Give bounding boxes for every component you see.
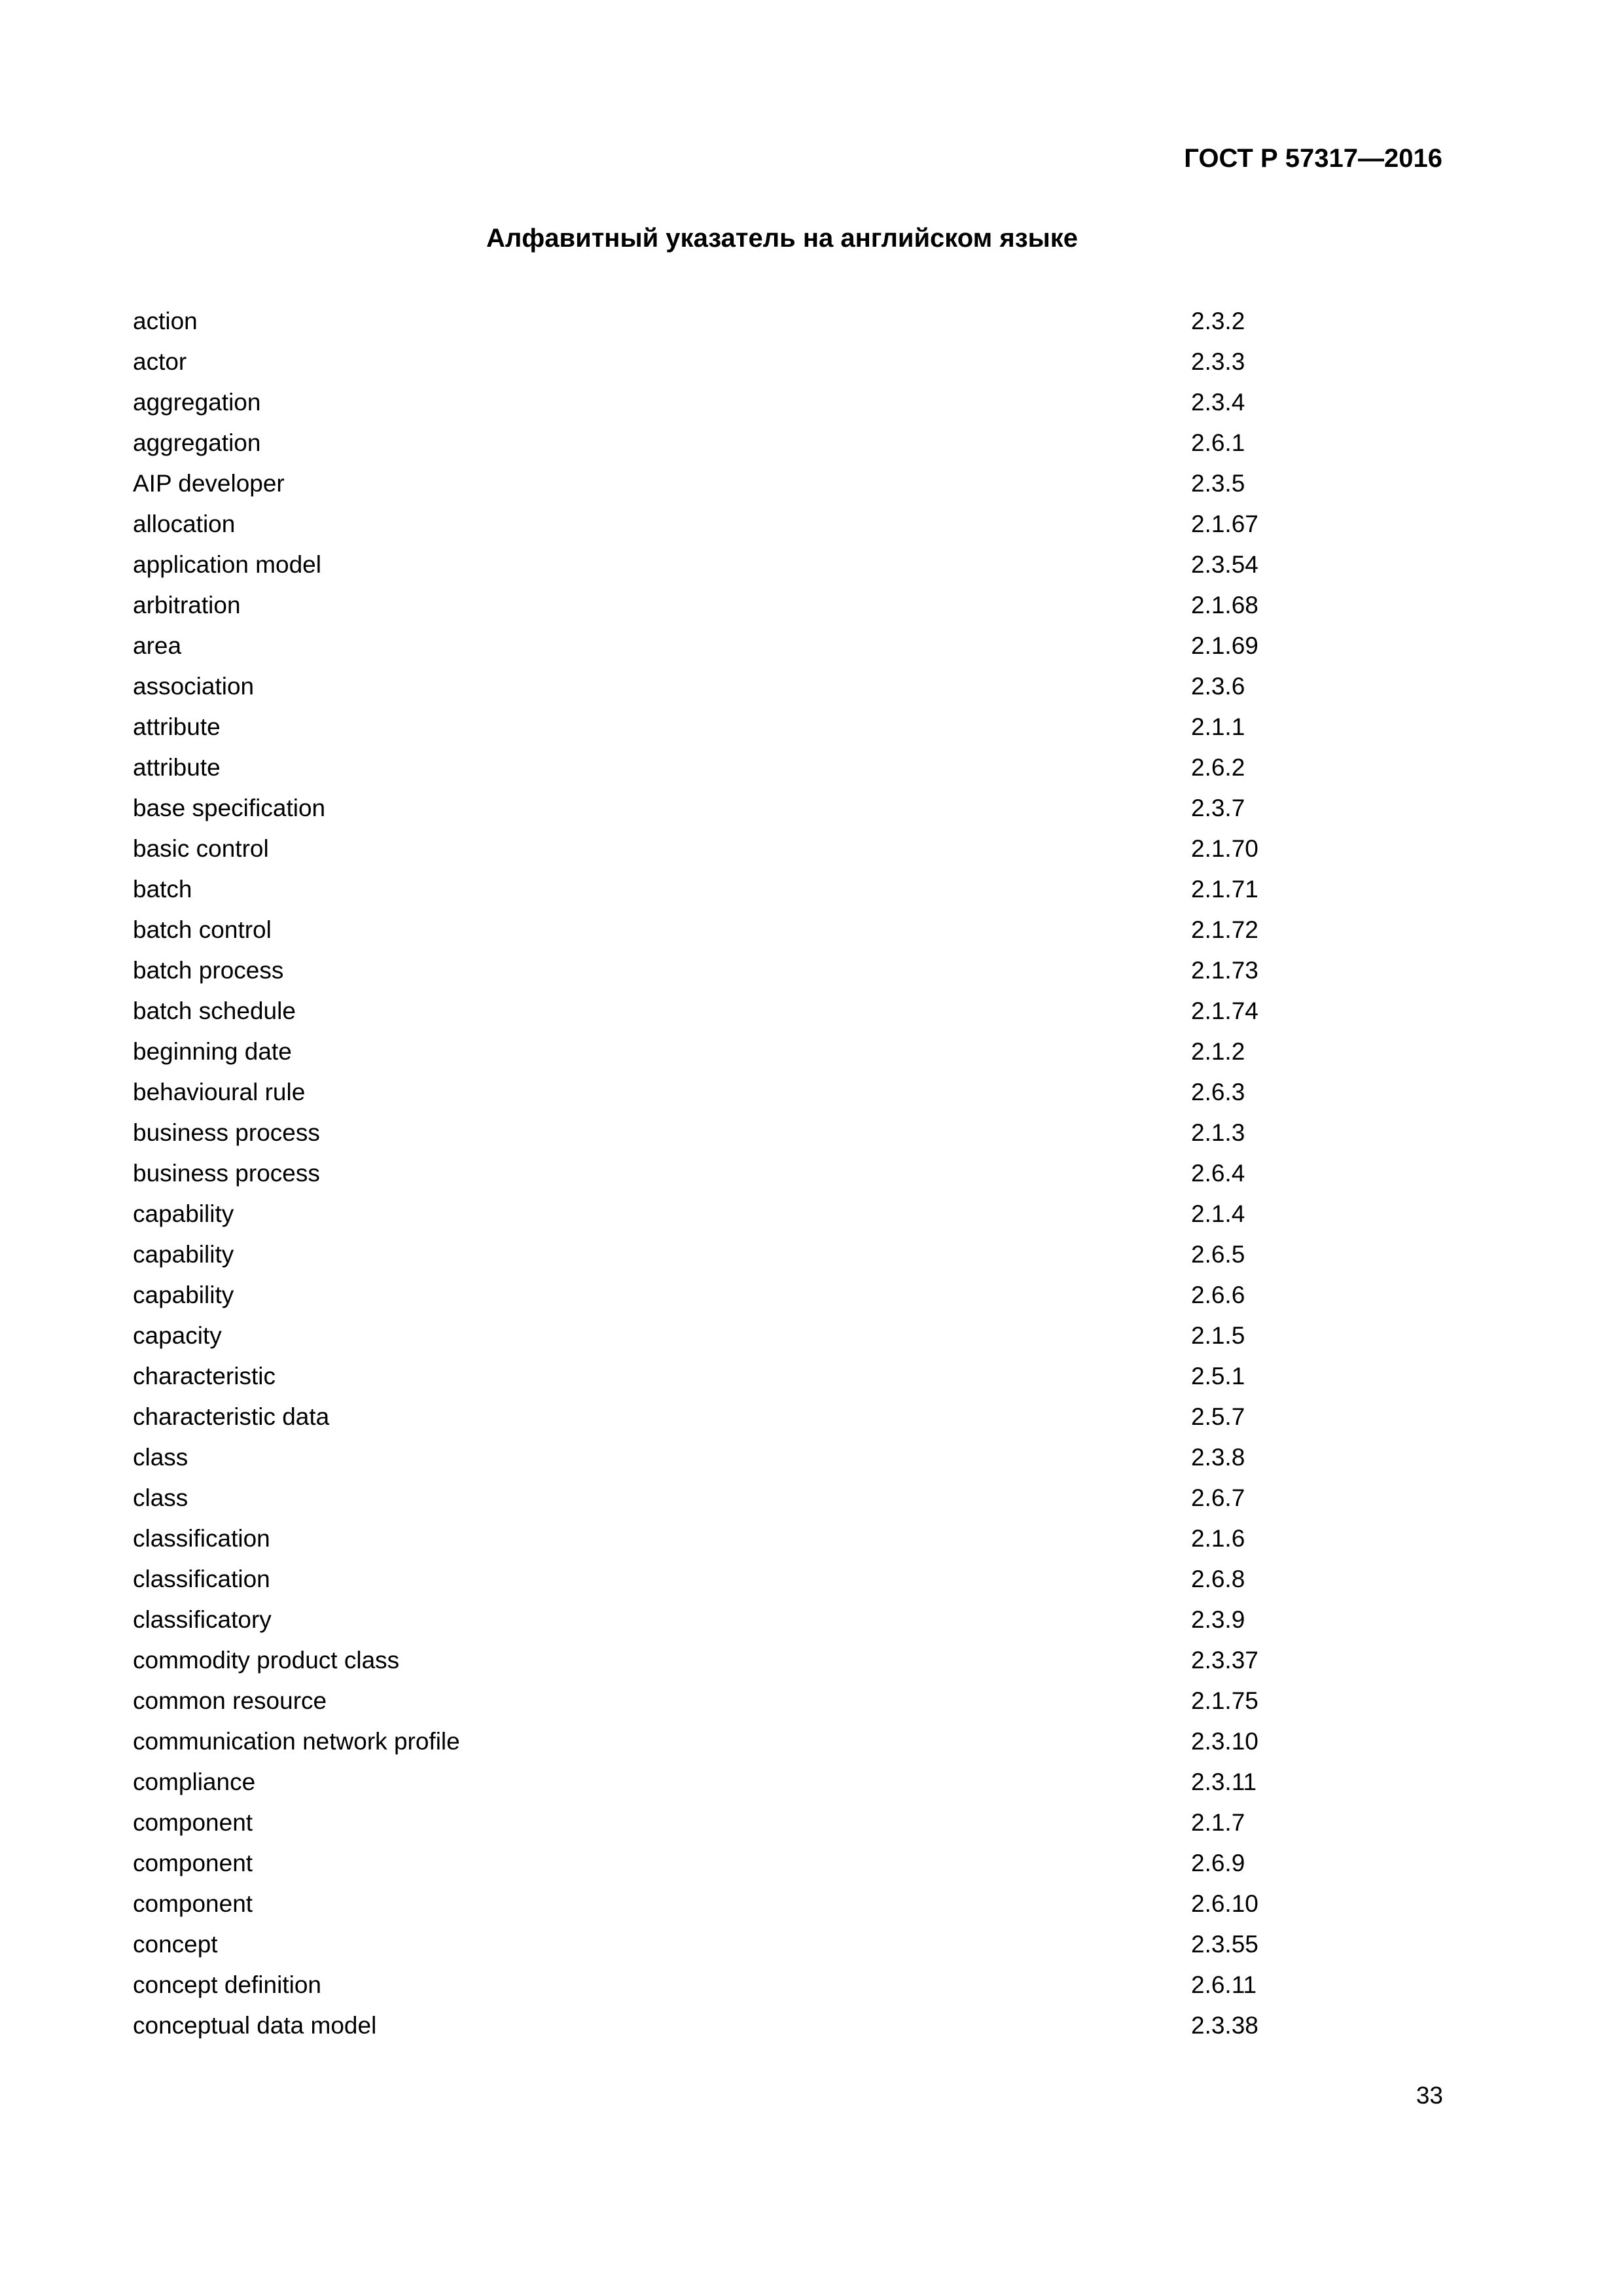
index-entry xyxy=(133,425,1285,465)
index-reference: 2.6.8 xyxy=(1191,1566,1245,1592)
index-entry xyxy=(133,1845,1285,1886)
index-reference: 2.6.4 xyxy=(1191,1160,1245,1187)
index-entry xyxy=(133,831,1285,871)
index-entry xyxy=(133,1967,1285,2007)
index-entry xyxy=(133,547,1285,587)
index-term: behavioural rule xyxy=(133,1079,306,1105)
index-reference: 2.3.6 xyxy=(1191,673,1245,700)
index-reference: 2.5.7 xyxy=(1191,1403,1245,1430)
index-reference: 2.1.72 xyxy=(1191,916,1258,943)
index-term: class xyxy=(133,1444,188,1471)
index-term: attribute xyxy=(133,713,221,740)
index-term: component xyxy=(133,1890,253,1917)
index-reference: 2.3.7 xyxy=(1191,795,1245,821)
index-entry xyxy=(133,1804,1285,1845)
index-entry xyxy=(133,912,1285,952)
index-term: characteristic xyxy=(133,1363,276,1390)
index-entry xyxy=(133,1480,1285,1520)
index-term: capability xyxy=(133,1200,234,1227)
index-entry xyxy=(133,749,1285,790)
index-term: component xyxy=(133,1850,253,1876)
index-reference: 2.3.5 xyxy=(1191,470,1245,497)
index-reference: 2.3.2 xyxy=(1191,308,1245,334)
index-reference: 2.5.1 xyxy=(1191,1363,1245,1390)
index-term: compliance xyxy=(133,1768,256,1795)
index-term: AIP developer xyxy=(133,470,285,497)
index-entry xyxy=(133,628,1285,668)
index-term: conceptual data model xyxy=(133,2012,377,2039)
index-reference: 2.1.2 xyxy=(1191,1038,1245,1065)
index-reference: 2.6.11 xyxy=(1191,1971,1257,1998)
index-entry xyxy=(133,709,1285,749)
index-entry xyxy=(133,465,1285,506)
index-entry xyxy=(133,952,1285,993)
page-number: 33 xyxy=(1416,2082,1443,2109)
index-term: application model xyxy=(133,551,321,578)
index-reference: 2.1.1 xyxy=(1191,713,1245,740)
index-entry xyxy=(133,1033,1285,1074)
index-term: capacity xyxy=(133,1322,222,1349)
index-entry xyxy=(133,1886,1285,1926)
index-reference: 2.6.6 xyxy=(1191,1282,1245,1308)
index-entry xyxy=(133,1764,1285,1804)
index-term: base specification xyxy=(133,795,326,821)
index-term: arbitration xyxy=(133,592,241,619)
index-term: aggregation xyxy=(133,389,261,416)
index-term: capability xyxy=(133,1282,234,1308)
index-term: attribute xyxy=(133,754,221,781)
index-term: concept xyxy=(133,1931,218,1958)
index-term: allocation xyxy=(133,511,236,537)
index-term: characteristic data xyxy=(133,1403,330,1430)
index-reference: 2.1.6 xyxy=(1191,1525,1245,1552)
index-entry xyxy=(133,1642,1285,1683)
index-reference: 2.1.69 xyxy=(1191,632,1258,659)
index-entry xyxy=(133,1074,1285,1115)
index-term: component xyxy=(133,1809,253,1836)
index-reference: 2.1.3 xyxy=(1191,1119,1245,1146)
index-entry xyxy=(133,1236,1285,1277)
index-entry xyxy=(133,1926,1285,1967)
index-term: common resource xyxy=(133,1687,327,1714)
index-entry xyxy=(133,1318,1285,1358)
index-entry xyxy=(133,1155,1285,1196)
index-reference: 2.1.71 xyxy=(1191,876,1258,903)
index-term: batch process xyxy=(133,957,284,984)
index-reference: 2.6.7 xyxy=(1191,1484,1245,1511)
index-reference: 2.1.67 xyxy=(1191,511,1258,537)
index-reference: 2.3.9 xyxy=(1191,1606,1245,1633)
document-code: ГОСТ Р 57317—2016 xyxy=(1184,144,1442,173)
index-entry xyxy=(133,1683,1285,1723)
index-term: commodity product class xyxy=(133,1647,400,1674)
index-term: actor xyxy=(133,348,187,375)
index-reference: 2.3.8 xyxy=(1191,1444,1245,1471)
index-entry xyxy=(133,303,1285,344)
index-term: action xyxy=(133,308,198,334)
index-term: batch xyxy=(133,876,192,903)
index-term: area xyxy=(133,632,182,659)
index-reference: 2.1.68 xyxy=(1191,592,1258,619)
index-entry xyxy=(133,790,1285,831)
index-term: classification xyxy=(133,1566,270,1592)
index-entry xyxy=(133,587,1285,628)
index-entry xyxy=(133,871,1285,912)
index-reference: 2.1.74 xyxy=(1191,997,1258,1024)
index-term: basic control xyxy=(133,835,269,862)
index-term: capability xyxy=(133,1241,234,1268)
index-term: batch schedule xyxy=(133,997,296,1024)
index-term: business process xyxy=(133,1160,320,1187)
index-entry xyxy=(133,506,1285,547)
index-reference: 2.3.11 xyxy=(1191,1768,1257,1795)
index-entry xyxy=(133,1602,1285,1642)
index-entry xyxy=(133,384,1285,425)
index-entry xyxy=(133,1277,1285,1318)
index-entry xyxy=(133,1439,1285,1480)
index-term: concept definition xyxy=(133,1971,321,1998)
index-reference: 2.1.73 xyxy=(1191,957,1258,984)
index-term: batch control xyxy=(133,916,272,943)
index-term: association xyxy=(133,673,255,700)
index-entry xyxy=(133,2007,1285,2048)
index-reference: 2.6.2 xyxy=(1191,754,1245,781)
index-reference: 2.6.5 xyxy=(1191,1241,1245,1268)
index-entry xyxy=(133,1723,1285,1764)
index-entry xyxy=(133,1115,1285,1155)
index-reference: 2.3.54 xyxy=(1191,551,1258,578)
index-term: class xyxy=(133,1484,188,1511)
index-term: aggregation xyxy=(133,429,261,456)
index-reference: 2.6.3 xyxy=(1191,1079,1245,1105)
index-entry xyxy=(133,344,1285,384)
index-reference: 2.1.7 xyxy=(1191,1809,1245,1836)
index-reference: 2.3.4 xyxy=(1191,389,1245,416)
index-term: classification xyxy=(133,1525,270,1552)
index-entry xyxy=(133,1561,1285,1602)
index-list xyxy=(133,303,1285,2048)
index-reference: 2.1.75 xyxy=(1191,1687,1258,1714)
index-reference: 2.6.1 xyxy=(1191,429,1245,456)
index-reference: 2.6.9 xyxy=(1191,1850,1245,1876)
index-entry xyxy=(133,1196,1285,1236)
index-title: Алфавитный указатель на английском языке xyxy=(486,224,1079,253)
index-reference: 2.3.37 xyxy=(1191,1647,1258,1674)
index-reference: 2.1.4 xyxy=(1191,1200,1245,1227)
index-reference: 2.3.38 xyxy=(1191,2012,1258,2039)
index-reference: 2.3.55 xyxy=(1191,1931,1258,1958)
index-reference: 2.1.70 xyxy=(1191,835,1258,862)
index-reference: 2.1.5 xyxy=(1191,1322,1245,1349)
index-entry xyxy=(133,1399,1285,1439)
index-entry xyxy=(133,993,1285,1033)
index-term: business process xyxy=(133,1119,320,1146)
index-entry xyxy=(133,1358,1285,1399)
index-term: beginning date xyxy=(133,1038,292,1065)
index-term: communication network profile xyxy=(133,1728,460,1755)
index-entry xyxy=(133,1520,1285,1561)
index-reference: 2.3.3 xyxy=(1191,348,1245,375)
index-reference: 2.3.10 xyxy=(1191,1728,1258,1755)
index-reference: 2.6.10 xyxy=(1191,1890,1258,1917)
index-entry xyxy=(133,668,1285,709)
index-term: classificatory xyxy=(133,1606,272,1633)
